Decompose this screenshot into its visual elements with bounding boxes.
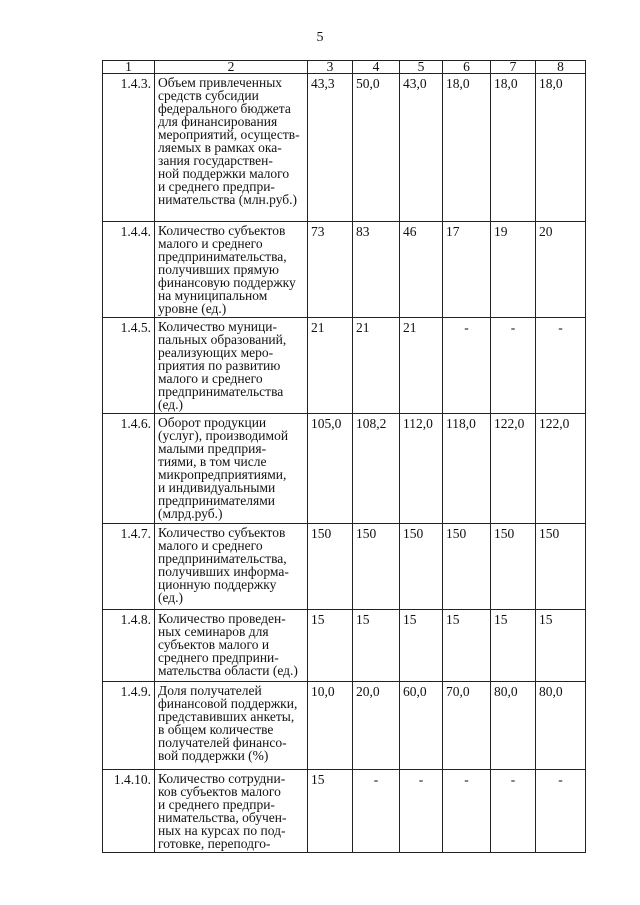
row-code: 1.4.10.	[103, 770, 155, 853]
value-cell-col-6: -	[443, 770, 491, 853]
value-cell-col-6: 17	[443, 222, 491, 318]
description-line: ной поддержки малого	[158, 166, 290, 181]
value-cell-col-7: 150	[491, 524, 536, 610]
description-line: ных на курсах по под-	[158, 823, 286, 838]
description-line: мательства области (ед.)	[158, 663, 298, 678]
value-cell-col-7: 18,0	[491, 74, 536, 222]
description-line: нимательства (млн.руб.)	[158, 192, 298, 207]
value-cell-col-7: 122,0	[491, 414, 536, 524]
description-line: финансовой поддержки,	[158, 696, 298, 711]
value-cell-col-4: 50,0	[353, 74, 400, 222]
value-cell-col-7: -	[491, 318, 536, 414]
value-cell-col-5: 150	[400, 524, 443, 610]
description-line: и среднего предпри-	[158, 179, 275, 194]
description-line: Количество сотрудни-	[158, 771, 286, 786]
value-cell-col-5: 15	[400, 610, 443, 682]
description-line: получателей финансо-	[158, 735, 287, 750]
description-line: финансовую поддержку	[158, 275, 296, 290]
description-line: средств субсидии	[158, 88, 259, 103]
value-cell-col-8: 122,0	[536, 414, 586, 524]
value-cell-col-3: 73	[308, 222, 353, 318]
value-cell-col-6: 70,0	[443, 682, 491, 770]
value-cell-col-8: -	[536, 770, 586, 853]
value-cell-col-4: -	[353, 770, 400, 853]
description-line: предпринимательства,	[158, 249, 287, 264]
row-code: 1.4.8.	[103, 610, 155, 682]
value-cell-col-4: 150	[353, 524, 400, 610]
row-description	[155, 682, 308, 770]
description-line: нимательства, обучен-	[158, 810, 287, 825]
description-line: мероприятий, осуществ-	[158, 127, 300, 142]
table-row	[103, 222, 586, 318]
row-description	[155, 414, 308, 524]
description-line: ционную поддержку	[158, 577, 277, 592]
value-cell-col-8: 15	[536, 610, 586, 682]
value-cell-col-3: 43,3	[308, 74, 353, 222]
description-line: Оборот продукции	[158, 415, 267, 430]
value-cell-col-3: 10,0	[308, 682, 353, 770]
value-cell-col-8: 80,0	[536, 682, 586, 770]
description-line: получивших информа-	[158, 564, 289, 579]
row-description	[155, 74, 308, 222]
description-line: и среднего предпри-	[158, 797, 275, 812]
description-line: Количество муници-	[158, 319, 277, 334]
column-header-3: 3	[308, 61, 353, 74]
value-cell-col-5: 112,0	[400, 414, 443, 524]
value-cell-col-6: 18,0	[443, 74, 491, 222]
table-body	[103, 74, 586, 853]
row-description	[155, 524, 308, 610]
value-cell-col-7: 15	[491, 610, 536, 682]
value-cell-col-5: 43,0	[400, 74, 443, 222]
description-line: приятия по развитию	[158, 358, 281, 373]
row-code: 1.4.7.	[103, 524, 155, 610]
row-description	[155, 222, 308, 318]
description-line: для финансирования	[158, 114, 278, 129]
description-line: малыми предприя-	[158, 441, 267, 456]
table-row	[103, 318, 586, 414]
description-line: Количество проведен-	[158, 611, 286, 626]
column-header-6: 6	[443, 61, 491, 74]
value-cell-col-5: 60,0	[400, 682, 443, 770]
value-cell-col-6: 118,0	[443, 414, 491, 524]
description-line: (млрд.руб.)	[158, 506, 223, 521]
description-line: малого и среднего	[158, 371, 263, 386]
value-cell-col-8: 18,0	[536, 74, 586, 222]
description-line: в общем количестве	[158, 722, 274, 737]
description-line: Доля получателей	[158, 683, 262, 698]
description-line: ных семинаров для	[158, 624, 269, 639]
indicators-table	[102, 60, 586, 853]
table-row	[103, 524, 586, 610]
description-line: ков субъектов малого	[158, 784, 281, 799]
description-line: Объем привлеченных	[158, 75, 283, 90]
description-line: получивших прямую	[158, 262, 279, 277]
column-header-7: 7	[491, 61, 536, 74]
value-cell-col-7: 19	[491, 222, 536, 318]
description-line: и индивидуальными	[158, 480, 276, 495]
description-line: (услуг), производимой	[158, 428, 289, 443]
description-line: ляемых в рамках ока-	[158, 140, 282, 155]
value-cell-col-4: 20,0	[353, 682, 400, 770]
description-line: микропредприятиями,	[158, 467, 287, 482]
value-cell-col-5: 21	[400, 318, 443, 414]
description-line: тиями, в том числе	[158, 454, 267, 469]
table-row	[103, 414, 586, 524]
row-description	[155, 770, 308, 853]
value-cell-col-6: 15	[443, 610, 491, 682]
row-code: 1.4.4.	[103, 222, 155, 318]
value-cell-col-3: 21	[308, 318, 353, 414]
value-cell-col-4: 21	[353, 318, 400, 414]
value-cell-col-7: -	[491, 770, 536, 853]
column-header-5: 5	[400, 61, 443, 74]
description-line: (ед.)	[158, 590, 184, 605]
table-row	[103, 74, 586, 222]
value-cell-col-3: 15	[308, 610, 353, 682]
description-line: предпринимателями	[158, 493, 276, 508]
value-cell-col-6: 150	[443, 524, 491, 610]
description-line: реализующих меро-	[158, 345, 274, 360]
table-row	[103, 770, 586, 853]
column-header-4: 4	[353, 61, 400, 74]
description-line: малого и среднего	[158, 538, 263, 553]
column-header-2: 2	[155, 61, 308, 74]
value-cell-col-8: 150	[536, 524, 586, 610]
description-line: Количество субъектов	[158, 525, 286, 540]
value-cell-col-4: 83	[353, 222, 400, 318]
table-row	[103, 610, 586, 682]
description-line: на муниципальном	[158, 288, 268, 303]
description-line: предпринимательства	[158, 384, 284, 399]
row-code: 1.4.5.	[103, 318, 155, 414]
value-cell-col-3: 150	[308, 524, 353, 610]
description-line: уровне (ед.)	[158, 301, 227, 316]
description-line: федерального бюджета	[158, 101, 291, 116]
row-description	[155, 610, 308, 682]
value-cell-col-6: -	[443, 318, 491, 414]
value-cell-col-3: 105,0	[308, 414, 353, 524]
value-cell-col-5: 46	[400, 222, 443, 318]
row-code: 1.4.6.	[103, 414, 155, 524]
description-line: субъектов малого и	[158, 637, 270, 652]
description-line: малого и среднего	[158, 236, 263, 251]
description-line: зания государствен-	[158, 153, 273, 168]
value-cell-col-3: 15	[308, 770, 353, 853]
value-cell-col-8: 20	[536, 222, 586, 318]
description-line: Количество субъектов	[158, 223, 286, 238]
description-line: представивших анкеты,	[158, 709, 295, 724]
description-line: (ед.)	[158, 397, 184, 412]
row-code: 1.4.3.	[103, 74, 155, 222]
description-line: вой поддержки (%)	[158, 748, 269, 763]
value-cell-col-4: 15	[353, 610, 400, 682]
column-header-1: 1	[103, 61, 155, 74]
description-line: предпринимательства,	[158, 551, 287, 566]
value-cell-col-4: 108,2	[353, 414, 400, 524]
description-line: пальных образований,	[158, 332, 287, 347]
table-row	[103, 682, 586, 770]
value-cell-col-8: -	[536, 318, 586, 414]
page-number: 5	[316, 30, 324, 45]
value-cell-col-5: -	[400, 770, 443, 853]
header-row	[103, 61, 586, 74]
row-description	[155, 318, 308, 414]
row-code: 1.4.9.	[103, 682, 155, 770]
value-cell-col-7: 80,0	[491, 682, 536, 770]
description-line: среднего предприни-	[158, 650, 279, 665]
description-line: готовке, переподго-	[158, 836, 271, 851]
column-header-8: 8	[536, 61, 586, 74]
